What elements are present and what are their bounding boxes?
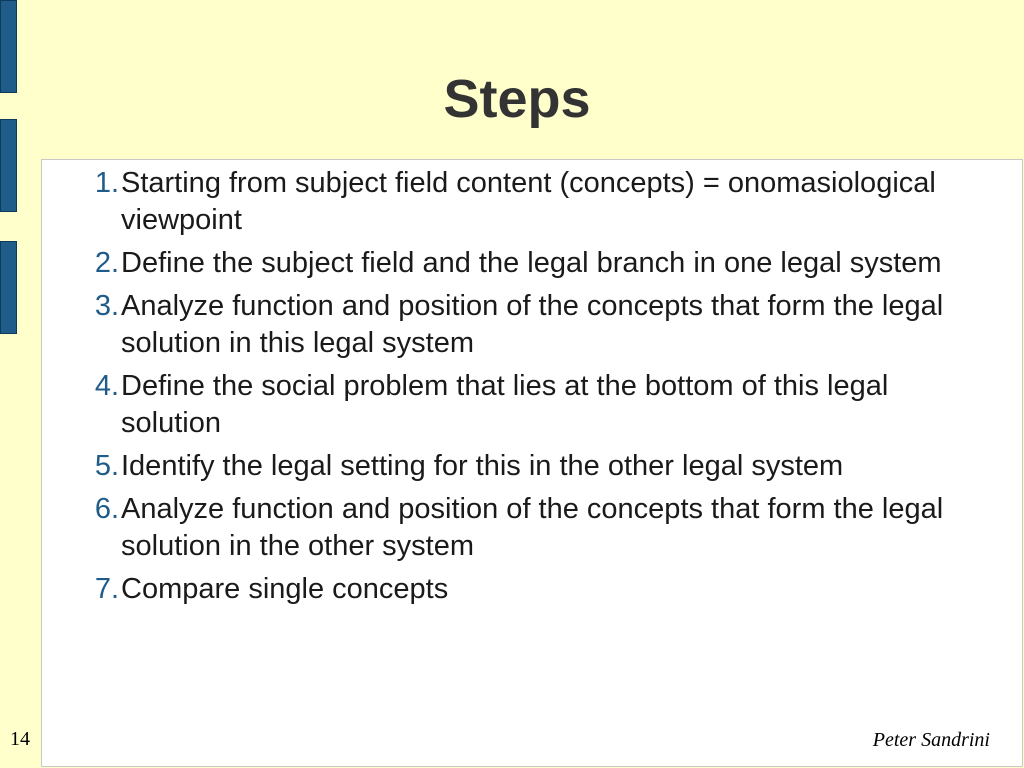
step-text: Starting from subject field content (concepts) = onomasiological viewpoint <box>121 167 936 236</box>
step-item <box>41 165 981 239</box>
step-item <box>41 288 981 362</box>
step-text: Define the subject field and the legal branch in one legal system <box>121 247 942 279</box>
step-number: 4. <box>94 370 119 402</box>
step-number: 3. <box>94 290 119 322</box>
step-text: Define the social problem that lies at the bottom of this legal solution <box>121 370 889 439</box>
step-text: Analyze function and position of the concepts that form the legal solution in the other system <box>121 493 944 562</box>
step-number: 1. <box>94 167 119 199</box>
step-number: 2. <box>94 247 119 279</box>
step-text: Analyze function and position of the concepts that form the legal solution in this legal system <box>121 290 944 359</box>
step-text: Compare single concepts <box>121 573 449 605</box>
step-item <box>41 491 981 565</box>
step-item <box>41 448 981 485</box>
step-number: 7. <box>94 573 119 605</box>
step-item <box>41 368 981 442</box>
step-item <box>41 571 981 608</box>
step-number: 5. <box>94 450 119 482</box>
page-number: 14 <box>10 728 30 750</box>
slide-title: Steps <box>443 69 591 129</box>
author-name: Peter Sandrini <box>872 729 990 751</box>
side-accent-bar-bottom <box>0 241 17 334</box>
step-number: 6. <box>94 493 119 525</box>
step-text: Identify the legal setting for this in the other legal system <box>121 450 844 482</box>
step-item <box>41 245 981 282</box>
steps-list <box>41 165 981 614</box>
